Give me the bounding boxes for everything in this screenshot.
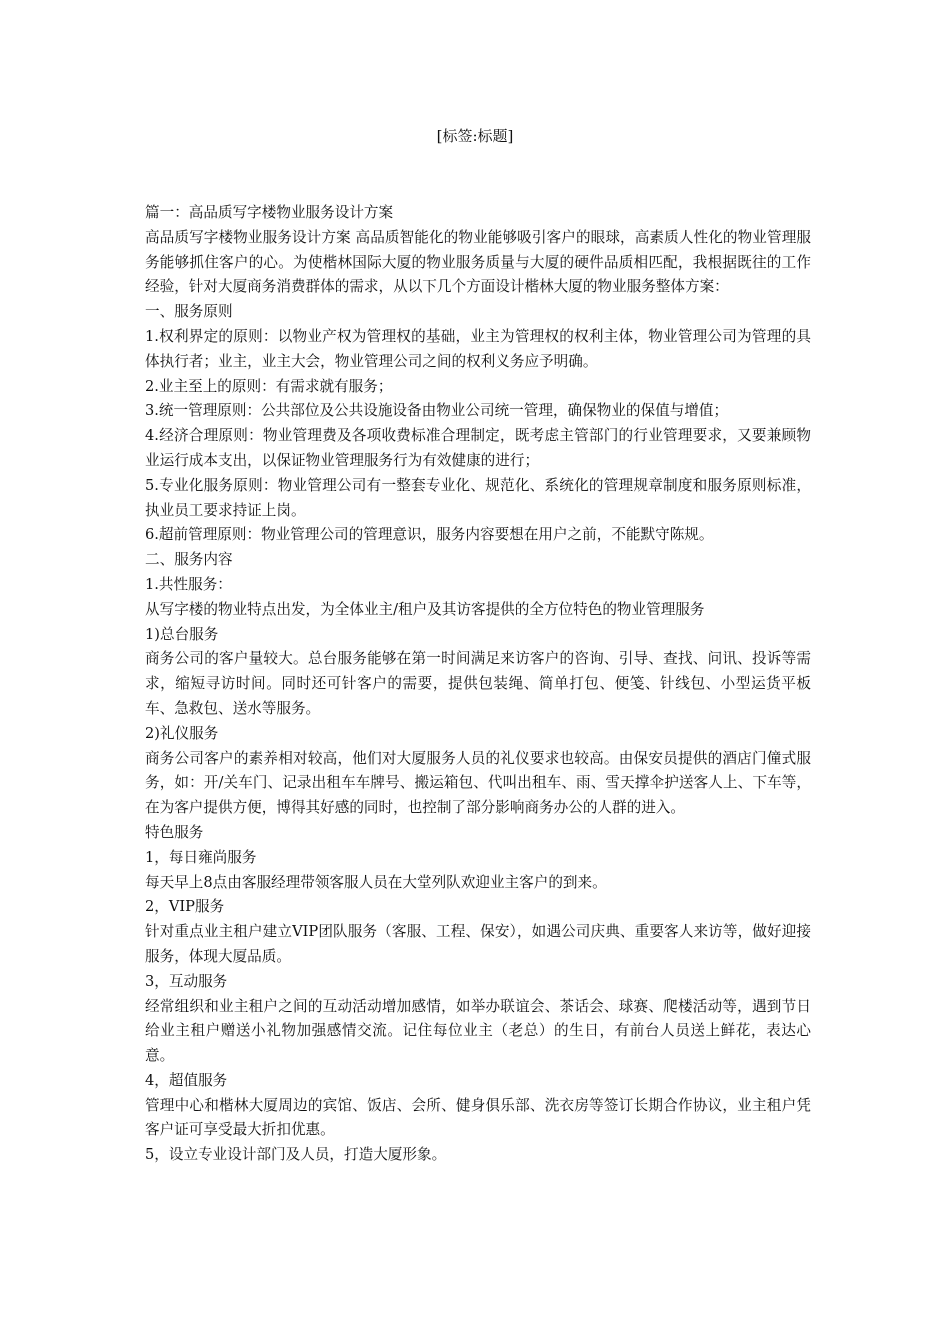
subheading-special-services: 特色服务 [145, 823, 204, 841]
subheading-interactive-service: 3，互动服务 [145, 972, 228, 990]
section-heading-principles: 一、服务原则 [145, 303, 233, 321]
subheading-front-desk: 1)总台服务 [145, 625, 219, 643]
paragraph-vip-service: 针对重点业主租户建立VIP团队服务（客服、工程、保安），如遇公司庆典、重要客人来访等，做好迎接服务，体现大厦品质。 [145, 923, 811, 965]
paragraph-principle-6: 6.超前管理原则：物业管理公司的管理意识，服务内容要想在用户之前，不能默守陈规。 [145, 526, 714, 544]
document-title: [标签:标题] [436, 127, 514, 145]
paragraph-principle-1: 1.权利界定的原则：以物业产权为管理权的基础，业主为管理权的权利主体，物业管理公司为管理的具体执行者；业主，业主大会，物业管理公司之间的权利义务应予明确。 [145, 327, 811, 370]
subheading-etiquette: 2)礼仪服务 [145, 724, 219, 742]
paragraph-design-department: 5，设立专业设计部门及人员，打造大厦形象。 [145, 1146, 447, 1164]
paragraph-intro: 高品质写字楼物业服务设计方案 高品质智能化的物业能够吸引客户的眼球，高素质人性化的物业管理服务能够抓住客户的心。为使楷林国际大厦的物业服务质量与大厦的硬件品质相匹配，我根据既往的工作经验，针对大厦商务消费群体的需求，从以下几个方面设计楷林大厦的物业服务整体方案： [145, 228, 811, 296]
paragraph-principle-5: 5.专业化服务原则：物业管理公司有一整套专业化、规范化、系统化的管理规章制度和服务原则标准，执业员工要求持证上岗。 [145, 476, 811, 519]
paragraph-principle-4: 4.经济合理原则：物业管理费及各项收费标准合理制定，既考虑主管部门的行业管理要求，又要兼顾物业运行成本支出，以保证物业管理服务行为有效健康的进行； [145, 427, 811, 469]
paragraph-front-desk: 商务公司的客户量较大。总台服务能够在第一时间满足来访客户的咨询、引导、查找、问讯、投诉等需求，缩短寻访时间。同时还可针客户的需要，提供包装绳、简单打包、便笺、针线包、小型运货平板车、急救包、送水等服务。 [145, 650, 811, 717]
paragraph-common-services: 从写字楼的物业特点出发，为全体业主/租户及其访客提供的全方位特色的物业管理服务 [145, 600, 705, 618]
subheading-vip-service: 2，VIP服务 [145, 898, 225, 916]
document-body [145, 201, 811, 1168]
paragraph-value-service: 管理中心和楷林大厦周边的宾馆、饭店、会所、健身俱乐部、洗衣房等签订长期合作协议，业主租户凭客户证可享受最大折扣优惠。 [145, 1096, 811, 1139]
paragraph-principle-3: 3.统一管理原则：公共部位及公共设施设备由物业公司统一管理，确保物业的保值与增值； [145, 402, 729, 420]
subheading-value-service: 4，超值服务 [145, 1071, 228, 1089]
paragraph-principle-2: 2.业主至上的原则：有需求就有服务； [145, 377, 393, 395]
paragraph-etiquette: 商务公司客户的素养相对较高，他们对大厦服务人员的礼仪要求也较高。由保安员提供的酒店门僮式服务，如：开/关车门、记录出租车车牌号、搬运箱包、代叫出租车、雨、雪天撑伞护送客人上、下车等，在为客户提供方便，博得其好感的同时，也控制了部分影响商务办公的人群的进入。 [145, 749, 811, 817]
paragraph-heading: 篇一：高品质写字楼物业服务设计方案 [145, 204, 394, 221]
section-heading-content: 二、服务内容 [145, 551, 233, 569]
subheading-common-services: 1.共性服务： [145, 575, 232, 593]
subheading-daily-service: 1，每日雍尚服务 [145, 848, 257, 866]
paragraph-daily-service: 每天早上8点由客服经理带领客服人员在大堂列队欢迎业主客户的到来。 [145, 873, 607, 891]
paragraph-interactive-service: 经常组织和业主租户之间的互动活动增加感情，如举办联谊会、茶话会、球赛、爬楼活动等，遇到节日给业主租户赠送小礼物加强感情交流。记住每位业主（老总）的生日，有前台人员送上鲜花，表达心意。 [145, 997, 811, 1065]
